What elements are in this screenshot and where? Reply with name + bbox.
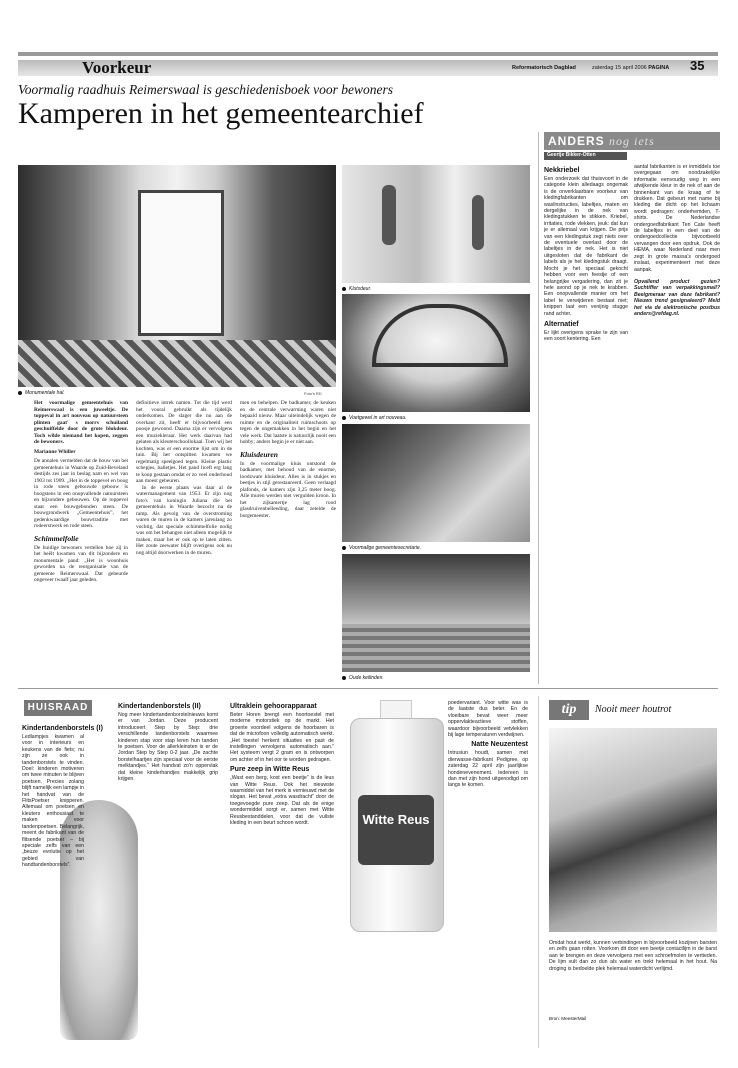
- tip-source: Bron: MeesterMail: [549, 1016, 587, 1021]
- column-title: [548, 134, 655, 149]
- huisraad-t2: Nog meer kindertandenborstelnieuws komt er van Jordan. Deze producent introduceert Step by Step: drie verschillende tandenborstels waarmee kinderen stap voor stap leren hun tanden te poetsen. Voor de allerkleinsten is er de Jordan Step by Step 0-2 jaar. „De zachte borstelhaartjes zijn speciaal voor de eerste melktandjes.” Het handvat zo'n oppervlak dat kleine kinderhandjes makkelijk grip krijgen.: [118, 712, 218, 783]
- tiles-photo: [342, 554, 530, 672]
- huisraad-h3: Ultraklein gehoorapparaat: [230, 703, 317, 710]
- doors-caption: [342, 286, 371, 292]
- stair-caption-text: Voormalige gemeentesecretarie.: [349, 545, 422, 551]
- photo-credit: Foto's RD: [304, 391, 322, 396]
- column-sub-2: Alternatief: [544, 320, 579, 328]
- article-col1-text: De annalen vermelden dat de bouw van het gemeentehuis in Waarde op Zuid-Beveland destijds zes jaar in beslag nam en wel van 1903 tot 1909. „Het in de toppevel en boog in rode steen gebouwde gebouw is hoogstens in een onopvallende natuursteen en bijzondere gebouwen. Op de toppevel staat een bouwgebonden steen. De bouwgrondwerk „Gemeentehuis”, het gedenkwaardige bouwtraditie met rodeerstwerk en rode steen.: [34, 458, 128, 529]
- tiles-caption-text: Oude keilinden.: [349, 675, 384, 681]
- tip-logo: [549, 700, 589, 720]
- article-col-3: [240, 400, 336, 519]
- column-separator: [538, 132, 539, 684]
- huisraad-h4: Pure zeep in Witte Reus: [230, 766, 310, 774]
- tip-photo: [549, 728, 717, 932]
- article-author: Marianne Whiller: [34, 448, 76, 455]
- window-photo: [342, 294, 530, 412]
- huisraad-t4: „Wast een berg, kost een beetje” is de leus van Witte Reus. Ook het nieuwste wasmiddel van het merk is vernieuwd met de slogan. Het bevat „extra wasdracht” door de toegevoegde pure zeep. Dat als de enige wondermiddel sorgt er, samen met Witte Reusbestanddelen, voor dat de vuilste kleding in een beurt schoon wordt.: [230, 775, 334, 827]
- stair-caption: [342, 545, 421, 551]
- article-col2b-text: In de eerste plaats was daar al de watermanagement van 1953. Er zijn nog foto's van koningin Juliana die het gemeentehuis in Waarde bezocht na de ramp. Als gevolg van de overstroming waren de muren in de kamers jarenlang zo vochtig, dat speciale schimmelfolie nodig was om het behangen niet alleen mogelijk te maken, maar het er ook op te laten zitten. Het zoute zeewater blijft overigens ook nu nog altijd doorwerken in de muren.: [136, 484, 232, 556]
- tip-text: Omdat hout werkt, kunnen verbindingen in bijvoorbeeld kozijnen barsten en zelfs gaan rotten. Voorkom dit door een beetje contactlijm in de barst aan te brengen en deze vervolgens met een schroefmolen te vertieden. De lijm vult dan zo dun als water en trekt helemaal in het hout. Na droging is bedoelde plek helemaal waterdicht verlijmd.: [549, 940, 717, 972]
- hall-caption-text: Monumentale hal.: [25, 390, 65, 396]
- tip-box: [538, 696, 721, 1048]
- article-subhead-2: Kluisdeuren: [240, 449, 278, 459]
- huisraad-h1: Kindertandenborstels (I): [22, 725, 103, 732]
- date-line: [592, 65, 669, 71]
- page-label: PAGINA: [648, 65, 670, 71]
- column-title-suffix: nog iets: [609, 134, 655, 148]
- huisraad-col-4: [400, 700, 528, 789]
- huisraad-col-2: [118, 700, 218, 782]
- huisraad-t1: Ledlampjes kwamen al voor in interieurs en keukens van de fiets; nu zijn ze ook in tandenborstels te vinden. Doel: kinderen motiveren om twee minuten te blijven poetsen. Precies zolang blijft namelijk een lampje in het handvat van de FlitsPoetser knipperen. Allemaal om poetsen en kleuters enthousiast te maken voor tandenpoetsen. Belangrijk, meent de fabrikant van de flitsende poetser – bij speciale zelfs van een „beuze evolutie op het gebied van handtandenborstels”.: [22, 734, 84, 869]
- article-col-2: [136, 400, 232, 556]
- column-author: Geertje Bikker-Otten: [544, 152, 627, 160]
- lower-rule: [18, 688, 718, 689]
- huisraad-h6: Natte Neuzentest: [471, 741, 528, 749]
- column-left: [544, 164, 628, 343]
- article-subhead-1: Schimmelfolie: [34, 533, 79, 543]
- article-col2-text: definitieve intrek namen. Tot die tijd werd het vooral gebruikt als tijdelijk onderkomen. De slager die nu aan de overkant zit, heeft er bijvoorbeeld een poosje gewoond. Daarna zijn er vervolgens een muziekleraar. Het werk daarvan had gelaten als kleuterschoollokaal. Toen wij het kochten, was er een enorme lijst om in de tuin. Bij het ontspitten kwamen we regelmatig speelgoed tegen. Kleine plastic schepjes, balletjes. Het pand liceft erg lang te koop gestaan omdat er zo veel onderhoud aan moest gebeuren.: [136, 400, 232, 484]
- hall-caption: [18, 390, 65, 396]
- doors-photo: [342, 165, 530, 283]
- tiles-caption: [342, 675, 384, 681]
- issue-date: zaterdag 15 april 2006: [592, 65, 647, 71]
- column-title-main: ANDERS: [548, 134, 605, 148]
- window-caption-text: Voetgewel in art nouveau.: [349, 415, 407, 421]
- column-question: Opvallend product gezien? Suchtiffer van verpakkingsmail? Beeigmeraar van deze fabrikant? Nieuws trend gesignaleerd? Meld het via de elektronische postbus anders@refdag.nl.: [634, 278, 720, 317]
- article-intro: Het voormalige gemeentehuis van Reimerswaal is een juweeltje. De toppeval in art nouveau op natuursteen plinten gaat' s morrs schuiland geschuiffelde door de grote blokdeur. Toch wilde niemand het kopen, zeggen de bewoners.: [34, 400, 128, 445]
- huisraad-h2: Kindertandenborstels (II): [118, 703, 201, 710]
- page-number: 35: [690, 58, 705, 73]
- column-text-2: aantal fabrikanten is er inmiddels toe overgegaan om noodzakelijke informatie eenvoudig weg in een afwijkende kleur in de nek of aan de binnenkant van de kraag of te drukken. Dat gebeurt met name bij kleding die dicht op het lichaam wordt gedragen: onderhemden, T-shirts. De Nederlandse ondergoedfabrikant Ten Cate heeft de labeltjes in een deel van de ondergoedcollectie bijvoorbeeld vervangen door een opdruk. Ook de HEMA, waar Nederland naar men zegt in grote massa's ondergoed inslaat, experimenteert met deze aanpak.: [634, 164, 720, 273]
- section-title: Voorkeur: [82, 58, 152, 77]
- huisraad-t5: poedervariant. Voor witte was is de laatste dus beter. En de vloeibare bevat weer meer oppervlakteactieve stoffen, waardoor bijvoorbeeld vetvlekken bij lage temperaturen verdwijnen.: [448, 700, 528, 739]
- doors-caption-text: Klutsdeur.: [349, 286, 372, 292]
- huisraad-col-1: [22, 722, 110, 869]
- huisraad-col-3: [230, 700, 334, 827]
- top-rule: [18, 52, 718, 56]
- tip-logo-text: tip: [561, 702, 577, 717]
- huisraad-logo: [24, 700, 92, 716]
- article-col3-text: men en behelpen. De badkamer, de keuken en de centrale verwarming waren niet bepaald nieuw. Maar uiteindelijk wegen de ruimte en de originaliteit ruimschoots op tegen de ongemakken in het begin en het vele werk. Dat laatste is natuurlijk nooit een hobby; anders begin je er niet aan.: [240, 400, 336, 445]
- article-col3b-text: In de voormalige kluis ontstond de badkamer, met behoud van de enorme, loodzware kluisdeur. Alles is in stukjes en beetjes in stijl gerestaureerd. Geen verlaagd plafonds, de kamers zijn 3,25 meter hoog. Alle muren werden niet vergulden kroon. In het zijkamertje lag rood glasdruivenbelleeding, daar zetelde de burgemeester.: [240, 460, 336, 519]
- huisraad-logo-text: HUISRAAD: [27, 702, 89, 713]
- article-col-1: [34, 400, 128, 584]
- hall-photo: [18, 165, 336, 387]
- huisraad-t6: Intrusiun houdt, samen met dierwasse-fabrikant Pedigree, op zaterdag 22 april zijn jaarlijkse hondenevenement. Iedereen is dan met zijn hond uitgenodigd om langs te komen.: [448, 750, 528, 789]
- stair-photo: [342, 424, 530, 542]
- huisraad-t3: Beter Horen brengt een hoortoestel met moderne motorstiek op de markt. Het groente voordeel volgens de hoorbaren is dat de microfoon volledig automatisch werkt. „Het toestel herkent situaties en past de instellingen vervolgens automatisch aan.” Het systeem vergt 2 gram en is ontworpen om achter of in het oor te worden gedragen.: [230, 712, 334, 763]
- article-headline: Kamperen in het gemeentearchief: [18, 97, 424, 130]
- column-right: [634, 164, 720, 317]
- paper-name: Reformatorisch Dagblad: [512, 65, 576, 71]
- article-col1b-text: De huidige bewoners vertellen hoe zij in het beëlt kwamen van dit bijzondere en monumentale pand: „Het is woonhuis geworden na de reorganisatie van de gemeente Reimerswaal. Dat gebeurde ongeveer twaalf jaar geleden.: [34, 544, 128, 583]
- bottle-brand: Witte Reus: [362, 812, 430, 827]
- column-text-1: Een onderzoek dat thuisvoort in de categorie klein alledaags ongemak is de onverklaarbare voorkeur van kledingfabrikanten om waslinstructies, labeltjes, maten en dergelijke in de nek van kledingstukken te stikken. Kriebel, irritaties, rode vlekken, jeuk: dat kun je er allemaal van krijgen. De prijs van een kledingstuk zegt niets over de eventuele overlast door de labeltjes in de nek. Het is niet uitgesloten dat de fabrikant de labels als je het kledingstuk draagt. Mocht je het speciaal gekocht hebben voor een feestje of een belangrijke vergadering, dan zit je hele avond op je nek te krabben. Een onopvallende manier om het label te verwijderen bestaat niet; knippen laat een venijnig stugge rand achter.: [544, 176, 628, 317]
- column-sub-1: Nekkriebel: [544, 167, 580, 174]
- column-text-3: Er lijkt overigens sprake te zijn van een soort kentering. Een: [544, 329, 628, 343]
- article-kicker: Voormalig raadhuis Reimerswaal is geschiedenisboek voor bewoners: [18, 82, 393, 97]
- tip-title: Nooit meer houtrot: [595, 704, 672, 715]
- window-caption: [342, 415, 407, 421]
